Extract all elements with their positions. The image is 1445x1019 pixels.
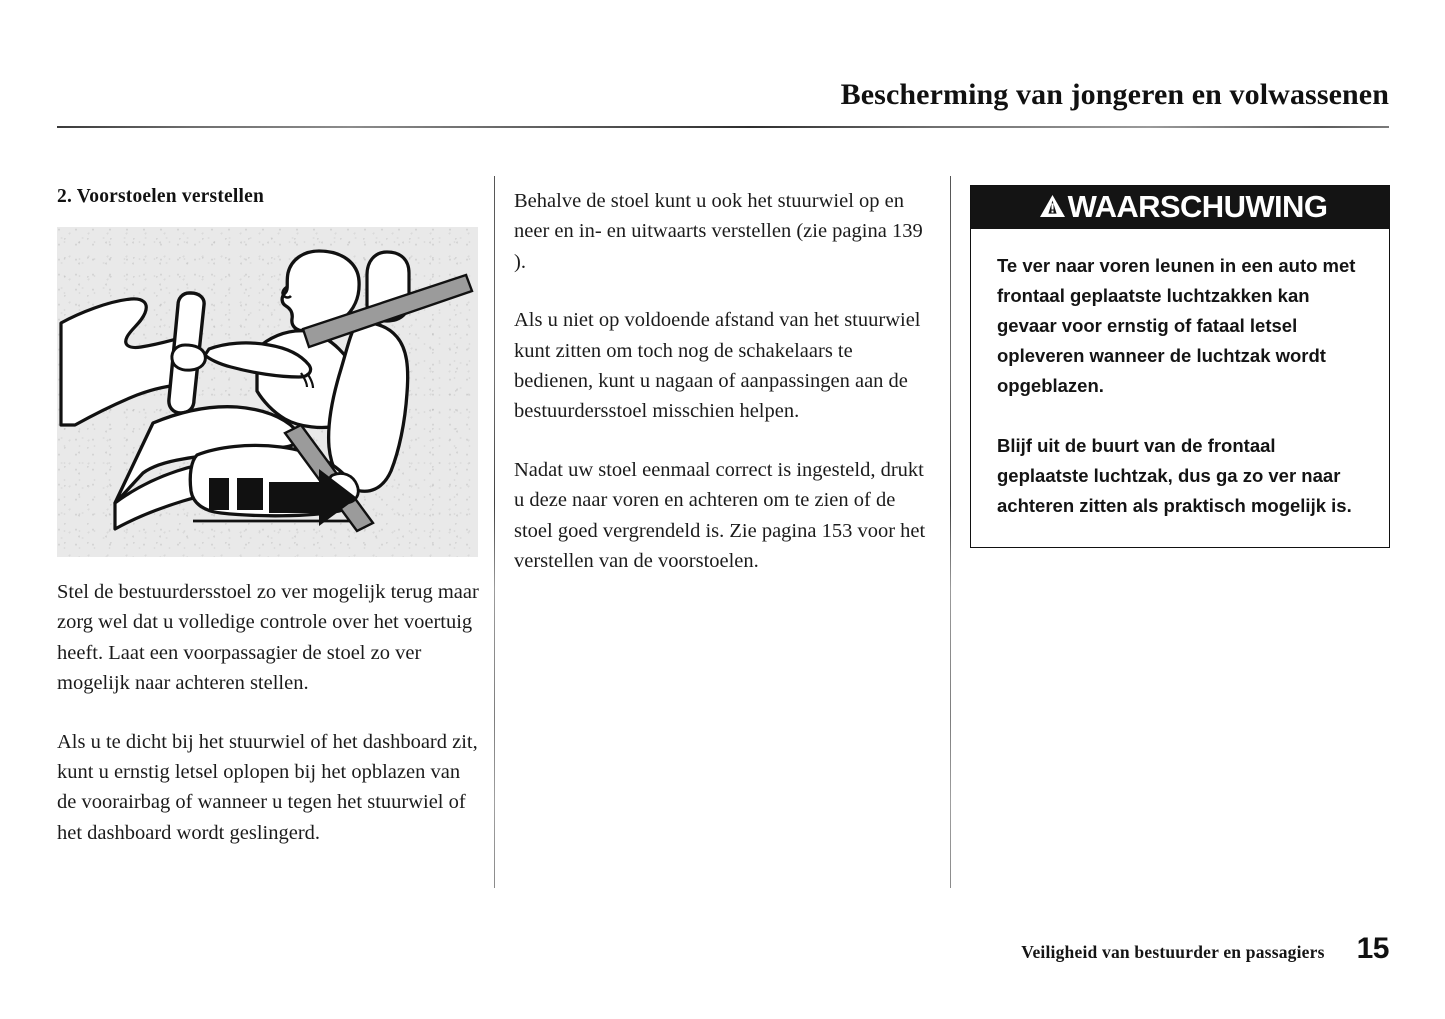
right-column (970, 185, 1390, 548)
left-column (57, 186, 482, 876)
warning-triangle-icon (1039, 194, 1066, 219)
warning-paragraph-2: Blijf uit de buurt van de frontaal geplaatste luchtzak, dus ga zo ver naar achteren zitten als praktisch mogelijk is. (997, 434, 1352, 516)
middle-paragraph-1: Behalve de stoel kunt u ook het stuurwiel op en neer en in- en uitwaarts verstellen (zie pagina 139 ). (514, 190, 923, 273)
warning-box-header (971, 186, 1390, 229)
left-paragraph-1: Stel de bestuurdersstoel zo ver mogelijk terug maar zorg wel dat u volledige controle over het voertuig heeft. Laat een voorpassagier de stoel zo ver mogelijk naar achteren stellen. (57, 581, 479, 695)
driver-seat-adjust-illustration (57, 227, 478, 557)
header-divider-rule (57, 126, 1389, 128)
warning-paragraph-1: Te ver naar voren leunen in een auto met frontaal geplaatste luchtzakken kan gevaar voor ernstig of fataal letsel opleveren wanneer de luchtzak wordt opgeblazen. (997, 254, 1356, 396)
page-footer (57, 932, 1389, 966)
footer-page-number: 15 (1356, 932, 1389, 965)
middle-paragraph-2: Als u niet op voldoende afstand van het stuurwiel kunt zitten om toch nog de schakelaars te bedienen, kunt u nagaan of aanpassingen aan de bestuurdersstoel misschien helpen. (514, 309, 921, 423)
warning-label: WAARSCHUWING (1067, 189, 1328, 224)
illustration-linework (57, 227, 478, 557)
column-divider-left (494, 176, 495, 888)
footer-chapter-label: Veiligheid van bestuurder en passagiers (1021, 942, 1325, 962)
warning-box (970, 185, 1390, 548)
column-divider-right (950, 176, 951, 888)
page-header (57, 78, 1389, 112)
middle-paragraph-3: Nadat uw stoel eenmaal correct is ingesteld, drukt u deze naar voren en achteren om te zien of de stoel goed vergrendeld is. Zie pagina 153 voor het verstellen van de voorstoelen. (514, 458, 926, 573)
left-paragraph-2: Als u te dicht bij het stuurwiel of het dashboard zit, kunt u ernstig letsel oplopen bij het opblazen van de voorairbag of wanneer u tegen het stuurwiel of het dashboard wordt geslingerd. (57, 730, 478, 844)
warning-box-body (971, 229, 1389, 547)
page-title: Bescherming van jongeren en volwassenen (840, 78, 1389, 111)
section-heading: 2. Voorstoelen verstellen (57, 186, 265, 207)
middle-column (514, 186, 930, 604)
